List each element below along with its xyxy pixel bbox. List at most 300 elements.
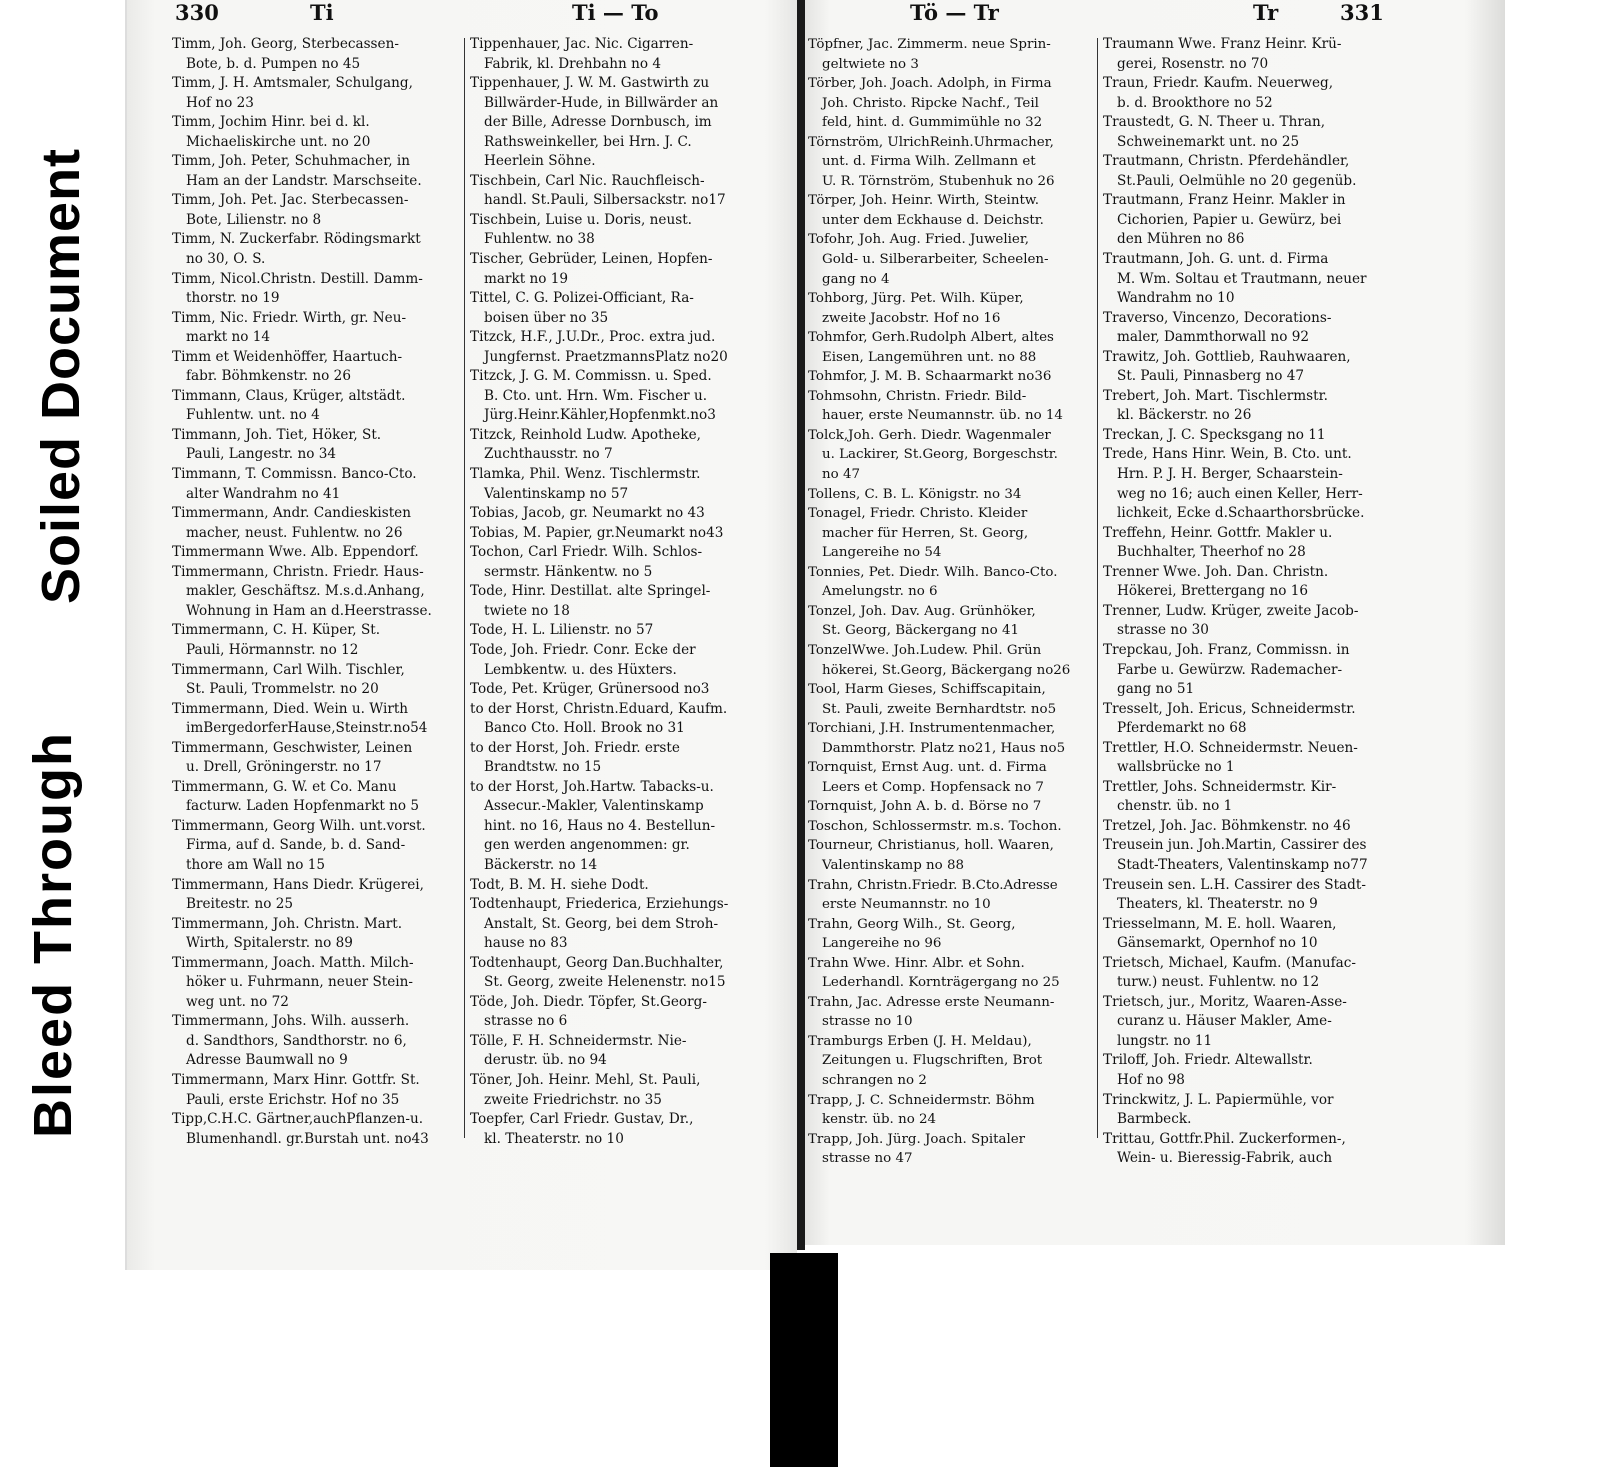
- entry-address-line: lungstr. no 11: [1117, 1032, 1213, 1049]
- directory-entry: [172, 309, 462, 348]
- entry-address-line: imBergedorferHause,Steinstr.no54: [186, 720, 428, 737]
- entry-name-line: Timm, J. H. Amtsmaler, Schulgang,: [172, 75, 413, 92]
- directory-entry: [172, 661, 462, 700]
- directory-entry: [1103, 1091, 1403, 1130]
- directory-entry: [470, 700, 760, 739]
- entry-address-line: Breitestr. no 25: [186, 896, 294, 913]
- entry-address-line: Barmbeck.: [1117, 1111, 1192, 1128]
- left-column-divider: [464, 38, 465, 1138]
- entry-address-line: geltwiete no 3: [822, 56, 919, 72]
- entry-name-line: Timmermann, Johs. Wilh. ausserh.: [172, 1013, 410, 1030]
- directory-entry: [470, 739, 760, 778]
- entry-name-line: Tode, Joh. Friedr. Conr. Ecke der: [470, 641, 696, 658]
- entry-address-line: Bäckerstr. no 14: [484, 856, 598, 873]
- entry-address-line: gerei, Rosenstr. no 70: [1117, 55, 1269, 72]
- entry-name-line: Tonagel, Friedr. Christo. Kleider: [808, 506, 1028, 522]
- entry-address-line: Zuchthausstr. no 7: [484, 446, 613, 463]
- entry-name-line: Timmann, Joh. Tiet, Höker, St.: [172, 426, 382, 443]
- entry-address-line: b. d. Brookthore no 52: [1117, 94, 1273, 111]
- directory-entry: [808, 836, 1093, 875]
- directory-entry: [172, 621, 462, 660]
- entry-name-line: Tresselt, Joh. Ericus, Schneidermstr.: [1103, 700, 1356, 717]
- entry-address-line: gang no 4: [822, 271, 890, 287]
- entry-address-line: Theaters, kl. Theaterstr. no 9: [1117, 896, 1318, 913]
- directory-entry: [172, 230, 462, 269]
- entry-address-line: wallsbrücke no 1: [1117, 759, 1235, 776]
- entry-name-line: Tochon, Carl Friedr. Wilh. Schlos-: [470, 544, 703, 561]
- entry-name-line: Toepfer, Carl Friedr. Gustav, Dr.,: [470, 1111, 694, 1128]
- entry-address-line: Jungfernst. PraetzmannsPlatz no20: [484, 348, 728, 365]
- entry-address-line: Michaeliskirche unt. no 20: [186, 133, 371, 150]
- entry-name-line: Timmermann, Died. Wein u. Wirth: [172, 700, 409, 717]
- directory-entry: [470, 582, 760, 621]
- entry-name-line: Trahn, Jac. Adresse erste Neumann-: [808, 994, 1055, 1010]
- entry-name-line: Trietsch, Michael, Kaufm. (Manufac-: [1103, 954, 1356, 971]
- directory-entry: [1103, 1051, 1403, 1090]
- entry-name-line: Trahn, Christn.Friedr. B.Cto.Adresse: [808, 877, 1058, 893]
- directory-entry: [470, 1071, 760, 1110]
- entry-address-line: Langereihe no 54: [822, 545, 942, 561]
- entry-name-line: Tode, Hinr. Destillat. alte Springel-: [470, 583, 711, 600]
- entry-name-line: to der Horst, Joh.Hartw. Tabacks-u.: [470, 778, 714, 795]
- entry-name-line: Timmermann, G. W. et Co. Manu: [172, 778, 397, 795]
- entry-address-line: strasse no 47: [822, 1151, 913, 1167]
- entry-name-line: Töner, Joh. Heinr. Mehl, St. Pauli,: [470, 1071, 701, 1088]
- directory-entry: [1103, 915, 1403, 954]
- entry-name-line: Trebert, Joh. Mart. Tischlermstr.: [1103, 387, 1328, 404]
- directory-entry: [808, 485, 1093, 505]
- directory-entry: [470, 954, 760, 993]
- entry-name-line: Tolck,Joh. Gerh. Diedr. Wagenmaler: [808, 427, 1051, 443]
- entry-name-line: Trede, Hans Hinr. Wein, B. Cto. unt.: [1103, 446, 1352, 463]
- entry-name-line: Trietsch, jur., Moritz, Waaren-Asse-: [1103, 993, 1347, 1010]
- entry-name-line: Timm, Joh. Georg, Sterbecassen-: [172, 36, 399, 52]
- entry-address-line: Assecur.-Makler, Valentinskamp: [484, 798, 704, 815]
- entry-name-line: Trittau, Gottfr.Phil. Zuckerformen-,: [1103, 1130, 1346, 1147]
- entry-name-line: Tipp,C.H.C. Gärtner,auchPflanzen-u.: [172, 1111, 424, 1128]
- entry-address-line: hökerei, St.Georg, Bäckergang no26: [822, 662, 1071, 678]
- entry-name-line: Tornquist, Ernst Aug. unt. d. Firma: [808, 760, 1047, 776]
- entry-name-line: Tode, H. L. Lilienstr. no 57: [470, 622, 654, 639]
- entry-address-line: Stadt-Theaters, Valentinskamp no77: [1117, 856, 1368, 873]
- entry-name-line: Tlamka, Phil. Wenz. Tischlermstr.: [470, 466, 701, 483]
- entry-address-line: Valentinskamp no 88: [822, 857, 965, 873]
- directory-entry: [1103, 74, 1403, 113]
- directory-entry: [1103, 426, 1403, 446]
- directory-entry: [808, 758, 1093, 797]
- directory-entry: [808, 133, 1093, 192]
- directory-entry: [808, 1091, 1093, 1130]
- entry-name-line: Timmermann, Christn. Friedr. Haus-: [172, 563, 424, 580]
- entry-address-line: Lederhandl. Kornträgergang no 25: [822, 975, 1060, 991]
- directory-entry: [1103, 348, 1403, 387]
- entry-name-line: Timmermann, Marx Hinr. Gottfr. St.: [172, 1071, 420, 1088]
- entry-address-line: Joh. Christo. Ripcke Nachf., Teil: [822, 95, 1039, 111]
- entry-address-line: B. Cto. unt. Hrn. Wm. Fischer u.: [484, 387, 708, 404]
- entry-address-line: zweite Friedrichstr. no 35: [484, 1091, 662, 1108]
- entry-address-line: Blumenhandl. gr.Burstah unt. no43: [186, 1130, 429, 1147]
- directory-entry: [1103, 250, 1403, 309]
- entry-address-line: Wein- u. Bieressig-Fabrik, auch: [1117, 1150, 1333, 1167]
- directory-entry: [808, 954, 1093, 993]
- entry-address-line: Fuhlentw. no 38: [484, 231, 595, 248]
- entry-address-line: Jürg.Heinr.Kähler,Hopfenmkt.no3: [484, 407, 716, 424]
- directory-entry: [808, 504, 1093, 563]
- directory-entry: [172, 191, 462, 230]
- entry-name-line: Traun, Friedr. Kaufm. Neuerweg,: [1103, 75, 1334, 92]
- directory-column: [808, 35, 1093, 1169]
- directory-entry: [470, 74, 760, 172]
- directory-entry: [172, 876, 462, 915]
- entry-name-line: Tonnies, Pet. Diedr. Wilh. Banco-Cto.: [808, 564, 1058, 580]
- book-spine: [797, 0, 805, 1250]
- entry-name-line: Timmermann, Joach. Matth. Milch-: [172, 954, 414, 971]
- entry-name-line: Toschon, Schlossermstr. m.s. Tochon.: [808, 818, 1062, 834]
- entry-name-line: Treusein jun. Joh.Martin, Cassirer des: [1103, 837, 1367, 854]
- entry-name-line: Tool, Harm Gieses, Schiffscapitain,: [808, 682, 1046, 698]
- entry-address-line: kl. Theaterstr. no 10: [484, 1130, 624, 1147]
- directory-entry: [808, 876, 1093, 915]
- entry-address-line: facturw. Laden Hopfenmarkt no 5: [186, 798, 420, 815]
- directory-entry: [1103, 641, 1403, 700]
- entry-name-line: Trinckwitz, J. L. Papiermühle, vor: [1103, 1091, 1334, 1108]
- entry-name-line: Trapp, Joh. Jürg. Joach. Spitaler: [808, 1131, 1026, 1147]
- directory-entry: [1103, 1130, 1403, 1169]
- entry-name-line: Todtenhaupt, Georg Dan.Buchhalter,: [470, 954, 724, 971]
- directory-entry: [808, 993, 1093, 1032]
- entry-name-line: Titzck, H.F., J.U.Dr., Proc. extra jud.: [470, 329, 716, 346]
- entry-address-line: Banco Cto. Holl. Brook no 31: [484, 720, 685, 737]
- entry-name-line: Tischbein, Carl Nic. Rauchfleisch-: [470, 172, 705, 189]
- entry-address-line: strasse no 10: [822, 1014, 913, 1030]
- directory-entry: [808, 74, 1093, 133]
- directory-entry: [808, 641, 1093, 680]
- entry-name-line: Timm, N. Zuckerfabr. Rödingsmarkt: [172, 231, 421, 248]
- directory-entry: [1103, 739, 1403, 778]
- directory-entry: [470, 289, 760, 328]
- entry-address-line: Lembkentw. u. des Hüxters.: [484, 661, 677, 678]
- directory-entry: [808, 1130, 1093, 1169]
- entry-name-line: Tramburgs Erben (J. H. Meldau),: [808, 1033, 1032, 1049]
- entry-address-line: strasse no 6: [484, 1013, 568, 1030]
- entry-name-line: Trapp, J. C. Schneidermstr. Böhm: [808, 1092, 1035, 1108]
- entry-name-line: Timmann, Claus, Krüger, altstädt.: [172, 387, 406, 404]
- directory-entry: [1103, 152, 1403, 191]
- directory-entry: [172, 563, 462, 622]
- entry-address-line: thorstr. no 19: [186, 290, 280, 307]
- entry-name-line: Timm et Weidenhöffer, Haartuch-: [172, 348, 403, 365]
- entry-address-line: Billwärder-Hude, in Billwärder an: [484, 94, 719, 111]
- entry-name-line: Timm, Jochim Hinr. bei d. kl.: [172, 114, 370, 131]
- directory-entry: [1103, 993, 1403, 1052]
- entry-address-line: Hrn. P. J. H. Berger, Schaarstein-: [1117, 466, 1343, 483]
- directory-entry: [172, 817, 462, 876]
- entry-address-line: Wohnung in Ham an d.Heerstrasse.: [186, 602, 432, 619]
- directory-entry: [470, 465, 760, 504]
- entry-address-line: Brandtstw. no 15: [484, 759, 602, 776]
- entry-address-line: Bote, Lilienstr. no 8: [186, 211, 322, 228]
- entry-name-line: Timmermann, Carl Wilh. Tischler,: [172, 661, 405, 678]
- directory-entry: [1103, 836, 1403, 875]
- entry-name-line: Tretzel, Joh. Jac. Böhmkenstr. no 46: [1103, 817, 1351, 834]
- directory-entry: [1103, 191, 1403, 250]
- directory-entry: [1103, 35, 1403, 74]
- entry-address-line: makler, Geschäftsz. M.s.d.Anhang,: [186, 583, 425, 600]
- entry-address-line: Cichorien, Papier u. Gewürz, bei: [1117, 211, 1342, 228]
- entry-address-line: Fabrik, kl. Drehbahn no 4: [484, 55, 662, 72]
- entry-address-line: zweite Jacobstr. Hof no 16: [822, 310, 1001, 326]
- entry-name-line: Töde, Joh. Diedr. Töpfer, St.Georg-: [470, 993, 707, 1010]
- entry-address-line: hint. no 16, Haus no 4. Bestellun-: [484, 817, 716, 834]
- right-column-divider: [1097, 38, 1098, 1138]
- directory-entry: [172, 465, 462, 504]
- entry-name-line: Tonzel, Joh. Dav. Aug. Grünhöker,: [808, 603, 1036, 619]
- directory-entry: [808, 367, 1093, 387]
- entry-name-line: Trepckau, Joh. Franz, Commissn. in: [1103, 641, 1350, 658]
- entry-address-line: Pferdemarkt no 68: [1117, 720, 1247, 737]
- entry-address-line: Hökerei, Brettergang no 16: [1117, 583, 1308, 600]
- directory-entry: [808, 680, 1093, 719]
- entry-name-line: TonzelWwe. Joh.Ludew. Phil. Grün: [808, 642, 1042, 658]
- entry-address-line: turw.) neust. Fuhlentw. no 12: [1117, 974, 1320, 991]
- entry-address-line: gen werden angenommen: gr.: [484, 837, 690, 854]
- directory-entry: [172, 270, 462, 309]
- directory-entry: [470, 172, 760, 211]
- entry-address-line: Schweinemarkt unt. no 25: [1117, 133, 1300, 150]
- directory-entry: [1103, 602, 1403, 641]
- entry-address-line: fabr. Böhmkenstr. no 26: [186, 368, 351, 385]
- entry-address-line: d. Sandthors, Sandthorstr. no 6,: [186, 1032, 407, 1049]
- directory-entry: [1103, 445, 1403, 523]
- entry-address-line: Pauli, Hörmannstr. no 12: [186, 641, 359, 658]
- bookmark-ribbon: [770, 1253, 838, 1467]
- directory-entry: [1103, 700, 1403, 739]
- right-running-head: Tr: [1253, 0, 1279, 25]
- entry-address-line: curanz u. Häuser Makler, Ame-: [1117, 1013, 1332, 1030]
- entry-name-line: Tischbein, Luise u. Doris, neust.: [470, 211, 692, 228]
- entry-name-line: Tischer, Gebrüder, Leinen, Hopfen-: [470, 251, 713, 268]
- entry-name-line: Trautmann, Joh. G. unt. d. Firma: [1103, 251, 1329, 268]
- entry-address-line: Bote, b. d. Pumpen no 45: [186, 55, 361, 72]
- entry-address-line: Eisen, Langemühren unt. no 88: [822, 349, 1037, 365]
- directory-entry: [1103, 113, 1403, 152]
- entry-address-line: höker u. Fuhrmann, neuer Stein-: [186, 974, 413, 991]
- entry-address-line: markt no 19: [484, 270, 569, 287]
- directory-entry: [172, 74, 462, 113]
- right-page-number: 331: [1340, 0, 1384, 25]
- entry-name-line: Törper, Joh. Heinr. Wirth, Steintw.: [808, 193, 1039, 209]
- directory-entry: [808, 387, 1093, 426]
- directory-entry: [470, 524, 760, 544]
- entry-name-line: Tittel, C. G. Polizei-Officiant, Ra-: [470, 290, 694, 307]
- entry-address-line: St. Georg, Bäckergang no 41: [822, 623, 1019, 639]
- directory-entry: [470, 35, 760, 74]
- entry-address-line: twiete no 18: [484, 602, 570, 619]
- entry-address-line: macher für Herren, St. Georg,: [822, 525, 1029, 541]
- entry-address-line: Fuhlentw. unt. no 4: [186, 407, 320, 424]
- directory-column: [172, 35, 462, 1149]
- entry-name-line: Timm, Nic. Friedr. Wirth, gr. Neu-: [172, 309, 407, 326]
- left-page-number: 330: [175, 0, 219, 25]
- entry-address-line: weg no 16; auch einen Keller, Herr-: [1117, 485, 1363, 502]
- entry-name-line: Triesselmann, M. E. holl. Waaren,: [1103, 915, 1337, 932]
- directory-entry: [470, 250, 760, 289]
- entry-name-line: Trahn Wwe. Hinr. Albr. et Sohn.: [808, 955, 1025, 971]
- directory-entry: [1103, 387, 1403, 426]
- entry-address-line: macher, neust. Fuhlentw. no 26: [186, 524, 403, 541]
- entry-address-line: hause no 83: [484, 935, 568, 952]
- entry-name-line: Treckan, J. C. Specksgang no 11: [1103, 426, 1326, 443]
- entry-name-line: Timm, Nicol.Christn. Destill. Damm-: [172, 270, 423, 287]
- entry-address-line: Hof no 23: [186, 94, 254, 111]
- entry-name-line: Trettler, Johs. Schneidermstr. Kir-: [1103, 778, 1337, 795]
- entry-address-line: gang no 51: [1117, 681, 1195, 698]
- entry-address-line: handl. St.Pauli, Silbersackstr. no17: [484, 192, 726, 209]
- entry-address-line: Hof no 98: [1117, 1071, 1185, 1088]
- directory-entry: [172, 504, 462, 543]
- entry-address-line: strasse no 30: [1117, 622, 1209, 639]
- entry-address-line: erste Neumannstr. no 10: [822, 897, 991, 913]
- directory-entry: [470, 778, 760, 876]
- entry-name-line: Timmermann, Andr. Candieskisten: [172, 505, 411, 522]
- entry-address-line: Gänsemarkt, Opernhof no 10: [1117, 935, 1318, 952]
- entry-name-line: Trahn, Georg Wilh., St. Georg,: [808, 916, 1016, 932]
- entry-name-line: Trautmann, Christn. Pferdehändler,: [1103, 153, 1350, 170]
- entry-address-line: Zeitungen u. Flugschriften, Brot: [822, 1053, 1043, 1069]
- entry-name-line: Trenner Wwe. Joh. Dan. Christn.: [1103, 563, 1329, 580]
- entry-name-line: Timmermann, Georg Wilh. unt.vorst.: [172, 817, 426, 834]
- entry-address-line: St. Georg, zweite Helenenstr. no15: [484, 974, 726, 991]
- entry-address-line: M. Wm. Soltau et Trautmann, neuer: [1117, 270, 1367, 287]
- entry-name-line: Tornquist, John A. b. d. Börse no 7: [808, 799, 1042, 815]
- entry-address-line: u. Drell, Gröningerstr. no 17: [186, 759, 382, 776]
- entry-address-line: no 47: [822, 467, 860, 483]
- entry-name-line: Tohborg, Jürg. Pet. Wilh. Küper,: [808, 291, 1024, 307]
- directory-entry: [172, 387, 462, 426]
- directory-entry: [172, 700, 462, 739]
- entry-name-line: Traverso, Vincenzo, Decorations-: [1103, 309, 1332, 326]
- directory-entry: [470, 876, 760, 896]
- entry-address-line: unter dem Eckhause d. Deichstr.: [822, 212, 1044, 228]
- entry-address-line: U. R. Törnström, Stubenhuk no 26: [822, 173, 1055, 189]
- bleed-through-label: Bleed Through: [23, 731, 83, 1138]
- directory-entry: [808, 35, 1093, 74]
- entry-address-line: schrangen no 2: [822, 1072, 927, 1088]
- directory-entry: [1103, 778, 1403, 817]
- directory-entry: [808, 797, 1093, 817]
- entry-address-line: kenstr. üb. no 24: [822, 1112, 937, 1128]
- entry-address-line: Buchhalter, Theerhof no 28: [1117, 544, 1306, 561]
- entry-address-line: Leers et Comp. Hopfensack no 7: [822, 779, 1044, 795]
- directory-entry: [1103, 309, 1403, 348]
- entry-address-line: Adresse Baumwall no 9: [186, 1052, 348, 1069]
- entry-address-line: weg unt. no 72: [186, 993, 289, 1010]
- entry-name-line: Treffehn, Heinr. Gottfr. Makler u.: [1103, 524, 1333, 541]
- directory-entry: [172, 778, 462, 817]
- directory-entry: [172, 426, 462, 465]
- directory-entry: [1103, 524, 1403, 563]
- directory-entry: [172, 954, 462, 1013]
- entry-name-line: Timm, Joh. Pet. Jac. Sterbecassen-: [172, 192, 409, 209]
- entry-address-line: hauer, erste Neumannstr. üb. no 14: [822, 408, 1063, 424]
- entry-name-line: Tohmsohn, Christn. Friedr. Bild-: [808, 388, 1027, 404]
- directory-entry: [470, 1032, 760, 1071]
- entry-name-line: Torchiani, J.H. Instrumentenmacher,: [808, 721, 1056, 737]
- entry-address-line: Anstalt, St. Georg, bei dem Stroh-: [484, 915, 719, 932]
- entry-name-line: Todt, B. M. H. siehe Dodt.: [470, 876, 649, 893]
- directory-entry: [1103, 563, 1403, 602]
- directory-entry: [172, 543, 462, 563]
- entry-name-line: Traumann Wwe. Franz Heinr. Krü-: [1103, 36, 1342, 52]
- entry-address-line: Farbe u. Gewürzw. Rademacher-: [1117, 661, 1343, 678]
- directory-entry: [172, 113, 462, 152]
- directory-entry: [808, 602, 1093, 641]
- entry-name-line: Trawitz, Joh. Gottlieb, Rauhwaaren,: [1103, 348, 1351, 365]
- entry-address-line: lichkeit, Ecke d.Schaarthorsbrücke.: [1117, 505, 1365, 522]
- directory-entry: [470, 211, 760, 250]
- directory-entry: [172, 1110, 462, 1149]
- directory-entry: [470, 1110, 760, 1149]
- entry-name-line: Titzck, J. G. M. Commissn. u. Sped.: [470, 368, 712, 385]
- entry-address-line: maler, Dammthorwall no 92: [1117, 329, 1310, 346]
- entry-name-line: Törnström, UlrichReinh.Uhrmacher,: [808, 134, 1054, 150]
- directory-column: [470, 35, 760, 1149]
- directory-entry: [172, 1071, 462, 1110]
- entry-address-line: St. Pauli, Pinnasberg no 47: [1117, 368, 1305, 385]
- directory-entry: [470, 328, 760, 367]
- entry-address-line: thore am Wall no 15: [186, 856, 326, 873]
- entry-address-line: Valentinskamp no 57: [484, 485, 629, 502]
- directory-entry: [808, 563, 1093, 602]
- entry-address-line: Amelungstr. no 6: [822, 584, 938, 600]
- entry-address-line: feld, hint. d. Gummimühle no 32: [822, 115, 1043, 131]
- directory-entry: [172, 1012, 462, 1071]
- entry-name-line: Timmermann, Geschwister, Leinen: [172, 739, 413, 756]
- entry-address-line: St. Pauli, Trommelstr. no 20: [186, 681, 379, 698]
- directory-entry: [172, 152, 462, 191]
- entry-address-line: Pauli, Langestr. no 34: [186, 446, 337, 463]
- left-header-range: Ti — To: [572, 0, 659, 25]
- soiled-document-label: Soiled Document: [31, 147, 91, 604]
- entry-name-line: Tofohr, Joh. Aug. Fried. Juwelier,: [808, 232, 1030, 248]
- entry-address-line: der Bille, Adresse Dornbusch, im: [484, 114, 712, 131]
- directory-entry: [808, 191, 1093, 230]
- directory-entry: [470, 621, 760, 641]
- entry-address-line: Ham an der Landstr. Marschseite.: [186, 172, 422, 189]
- entry-address-line: boisen über no 35: [484, 309, 609, 326]
- directory-entry: [808, 817, 1093, 837]
- directory-column: [1103, 35, 1403, 1169]
- directory-entry: [470, 367, 760, 426]
- directory-entry: [172, 739, 462, 778]
- entry-name-line: Timmann, T. Commissn. Banco-Cto.: [172, 466, 417, 483]
- entry-name-line: Trenner, Ludw. Krüger, zweite Jacob-: [1103, 602, 1359, 619]
- entry-address-line: no 30, O. S.: [186, 251, 266, 268]
- entry-address-line: Rathsweinkeller, bei Hrn. J. C.: [484, 133, 692, 150]
- entry-name-line: Tohmfor, Gerh.Rudolph Albert, altes: [808, 330, 1054, 346]
- entry-address-line: Gold- u. Silberarbeiter, Scheelen-: [822, 252, 1049, 268]
- entry-name-line: Töpfner, Jac. Zimmerm. neue Sprin-: [808, 37, 1051, 52]
- entry-name-line: Tollens, C. B. L. Königstr. no 34: [808, 486, 1022, 502]
- entry-address-line: alter Wandrahm no 41: [186, 485, 341, 502]
- entry-name-line: Triloff, Joh. Friedr. Altewallstr.: [1103, 1052, 1313, 1069]
- directory-entry: [470, 426, 760, 465]
- entry-name-line: Timmermann Wwe. Alb. Eppendorf.: [172, 544, 419, 561]
- directory-entry: [172, 348, 462, 387]
- directory-entry: [172, 35, 462, 74]
- entry-name-line: Timmermann, C. H. Küper, St.: [172, 622, 381, 639]
- directory-entry: [1103, 954, 1403, 993]
